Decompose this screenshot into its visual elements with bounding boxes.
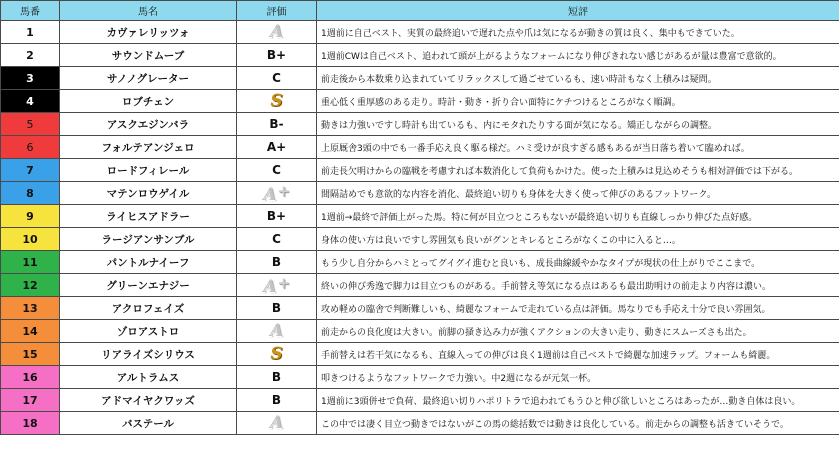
table-row — [1, 251, 839, 274]
short-comment: 攻め軽めの臨舎で判断難しいも、綺麗なフォームで走れている点は評価。馬なりでも手応え十分で良い雰囲気。 — [317, 297, 839, 320]
horse-name: ライヒスアドラー — [60, 205, 237, 228]
header-name: 馬名 — [60, 1, 237, 21]
table-row — [1, 343, 839, 366]
grade-cell — [237, 251, 317, 274]
grade-cell — [237, 182, 317, 205]
table-row — [1, 228, 839, 251]
silver-grade-badge-icon: A — [269, 22, 284, 42]
silver-grade-badge-icon: A — [269, 413, 284, 433]
grade-text: C — [272, 71, 281, 85]
horse-name: ロブチェン — [60, 90, 237, 113]
horse-number: 6 — [1, 136, 60, 159]
horse-number: 4 — [1, 90, 60, 113]
grade-cell — [237, 205, 317, 228]
horse-name: パントルナイーフ — [60, 251, 237, 274]
horse-number: 10 — [1, 228, 60, 251]
table-row — [1, 205, 839, 228]
short-comment: 1週前CWは自己ベスト、追われて頭が上がるようなフォームになり伸びきれない感じがあるが量は豊富で意欲的。 — [317, 44, 839, 67]
grade-text: B — [271, 255, 282, 269]
grade-text: C — [272, 163, 281, 177]
header-num: 馬番 — [1, 1, 60, 21]
short-comment: 間隔詰めでも意欲的な内容を消化、最終追い切りも身体を大きく使って伸びのあるフットワーク。 — [317, 182, 839, 205]
horse-name: アスクエジンバラ — [60, 113, 237, 136]
horse-number: 14 — [1, 320, 60, 343]
short-comment: 手前替えは若干気になるも、直線入っての伸びは良く1週前は自己ベストで綺麗な加速ラップ。フォームも綺麗。 — [317, 343, 839, 366]
horse-name: リアライズシリウス — [60, 343, 237, 366]
grade-text: C — [272, 232, 281, 246]
table-row — [1, 274, 839, 297]
short-comment: 1週前に3頭併せで負荷、最終追い切りハポリトラで追われてもうひと伸び欲しいところはあったが…動き自体は良い。 — [317, 389, 839, 412]
header-grade: 評価 — [237, 1, 317, 21]
grade-cell — [237, 389, 317, 412]
short-comment: 終いの伸び秀逸で脚力は目立つものがある。手前替え等気になる点はあるも最出助明けの前走より内容は濃い。 — [317, 274, 839, 297]
grade-cell — [237, 412, 317, 435]
grade-text: A+ — [266, 140, 287, 154]
header-comment: 短評 — [317, 1, 839, 21]
table-row — [1, 159, 839, 182]
table-row — [1, 21, 839, 44]
horse-number: 2 — [1, 44, 60, 67]
silver-grade-badge-icon: A — [263, 277, 277, 297]
gold-grade-badge-icon: S — [270, 344, 283, 364]
short-comment: 1週前→最終で評価上がった馬。特に何が目立つところもないが最終追い切りも直線しっかり伸びた点好感。 — [317, 205, 839, 228]
horse-number: 11 — [1, 251, 60, 274]
grade-cell — [237, 297, 317, 320]
horse-number: 15 — [1, 343, 60, 366]
horse-name: サノノグレーター — [60, 67, 237, 90]
horse-number: 8 — [1, 182, 60, 205]
grade-cell — [237, 366, 317, 389]
horse-number: 7 — [1, 159, 60, 182]
grade-cell — [237, 274, 317, 297]
table-row — [1, 136, 839, 159]
horse-number: 5 — [1, 113, 60, 136]
horse-name: マテンロウゲイル — [60, 182, 237, 205]
horse-number: 3 — [1, 67, 60, 90]
horse-name: サウンドムーブ — [60, 44, 237, 67]
table-body — [1, 21, 839, 435]
short-comment: この中では凄く目立つ動きではないがこの馬の総括数では動きは良化している。前走からの調整も活きていそうで。 — [317, 412, 839, 435]
gold-grade-badge-icon: S — [270, 91, 283, 111]
short-comment: 重心低く重厚感のある走り。時計・動き・折り合い面特にケチつけるところがなく順調。 — [317, 90, 839, 113]
grade-cell — [237, 320, 317, 343]
horse-name: バステール — [60, 412, 237, 435]
short-comment: 叩きつけるようなフットワークで力強い。中2週になるが元気一杯。 — [317, 366, 839, 389]
horse-name: アドマイヤクワッズ — [60, 389, 237, 412]
table-row — [1, 67, 839, 90]
short-comment: 動きは力強いですし時計も出ているも、内にモタれたりする面が気になる。矯正しながらの調整。 — [317, 113, 839, 136]
grade-text: B — [271, 370, 282, 384]
horse-name: ラージアンサンブル — [60, 228, 237, 251]
grade-text: B+ — [266, 48, 287, 62]
short-comment: 身体の使い方は良いですし雰囲気も良いがグンとキレるところがなくこの中に入ると…。 — [317, 228, 839, 251]
table-row — [1, 412, 839, 435]
table-row — [1, 366, 839, 389]
short-comment: 前走からの良化度は大きい。前脚の掻き込み力が強くアクションの大きい走り、動きにスムーズさも出た。 — [317, 320, 839, 343]
grade-text: B — [271, 393, 282, 407]
grade-cell — [237, 136, 317, 159]
grade-cell — [237, 113, 317, 136]
horse-number: 17 — [1, 389, 60, 412]
table-row — [1, 320, 839, 343]
horse-name: アクロフェイズ — [60, 297, 237, 320]
short-comment: 1週前に自己ベスト、実質の最終追いで遅れた点や爪は気になるが動きの質は良く、集中もできていた。 — [317, 21, 839, 44]
horse-name: ゾロアストロ — [60, 320, 237, 343]
horse-name: フォルテアンジェロ — [60, 136, 237, 159]
table-row — [1, 44, 839, 67]
short-comment: 前走長欠明けからの臨戦を考慮すれば本数消化して負荷もかけた。使った上積みは見込めそうも相対評価では下がる。 — [317, 159, 839, 182]
horse-name: カヴァレリッツォ — [60, 21, 237, 44]
plus-badge-icon: + — [277, 274, 290, 292]
grade-cell — [237, 228, 317, 251]
grade-cell — [237, 44, 317, 67]
horse-number: 1 — [1, 21, 60, 44]
short-comment: 前走後から本数乗り込まれていてリラックスして過ごせているも、速い時計もなく上積みは疑問。 — [317, 67, 839, 90]
grade-text: B — [271, 301, 282, 315]
header-row — [1, 1, 839, 21]
horse-number: 9 — [1, 205, 60, 228]
grade-cell — [237, 90, 317, 113]
table-row — [1, 182, 839, 205]
plus-badge-icon: + — [277, 182, 290, 200]
table-row — [1, 113, 839, 136]
silver-grade-badge-icon: A — [263, 185, 277, 205]
short-comment: 上原厩舎3頭の中でも一番手応え良く駆る様だ。ハミ受けが良すぎる感もあるが当日落ち着いて臨めれば。 — [317, 136, 839, 159]
horse-number: 13 — [1, 297, 60, 320]
horse-number: 16 — [1, 366, 60, 389]
table-row — [1, 90, 839, 113]
table-row — [1, 297, 839, 320]
grade-text: B- — [269, 117, 284, 131]
horse-number: 12 — [1, 274, 60, 297]
horse-name: アルトラムス — [60, 366, 237, 389]
grade-cell — [237, 67, 317, 90]
horse-name: グリーンエナジー — [60, 274, 237, 297]
grade-cell — [237, 21, 317, 44]
grade-cell — [237, 343, 317, 366]
horse-name: ロードフィレール — [60, 159, 237, 182]
horse-number: 18 — [1, 412, 60, 435]
grade-text: B+ — [266, 209, 287, 223]
silver-grade-badge-icon: A — [269, 321, 284, 341]
table-row — [1, 389, 839, 412]
grade-cell — [237, 159, 317, 182]
short-comment: もう少し自分からハミとってグイグイ進むと良いも、成長曲線緩やかなタイプが現状の仕上がりでここまで。 — [317, 251, 839, 274]
